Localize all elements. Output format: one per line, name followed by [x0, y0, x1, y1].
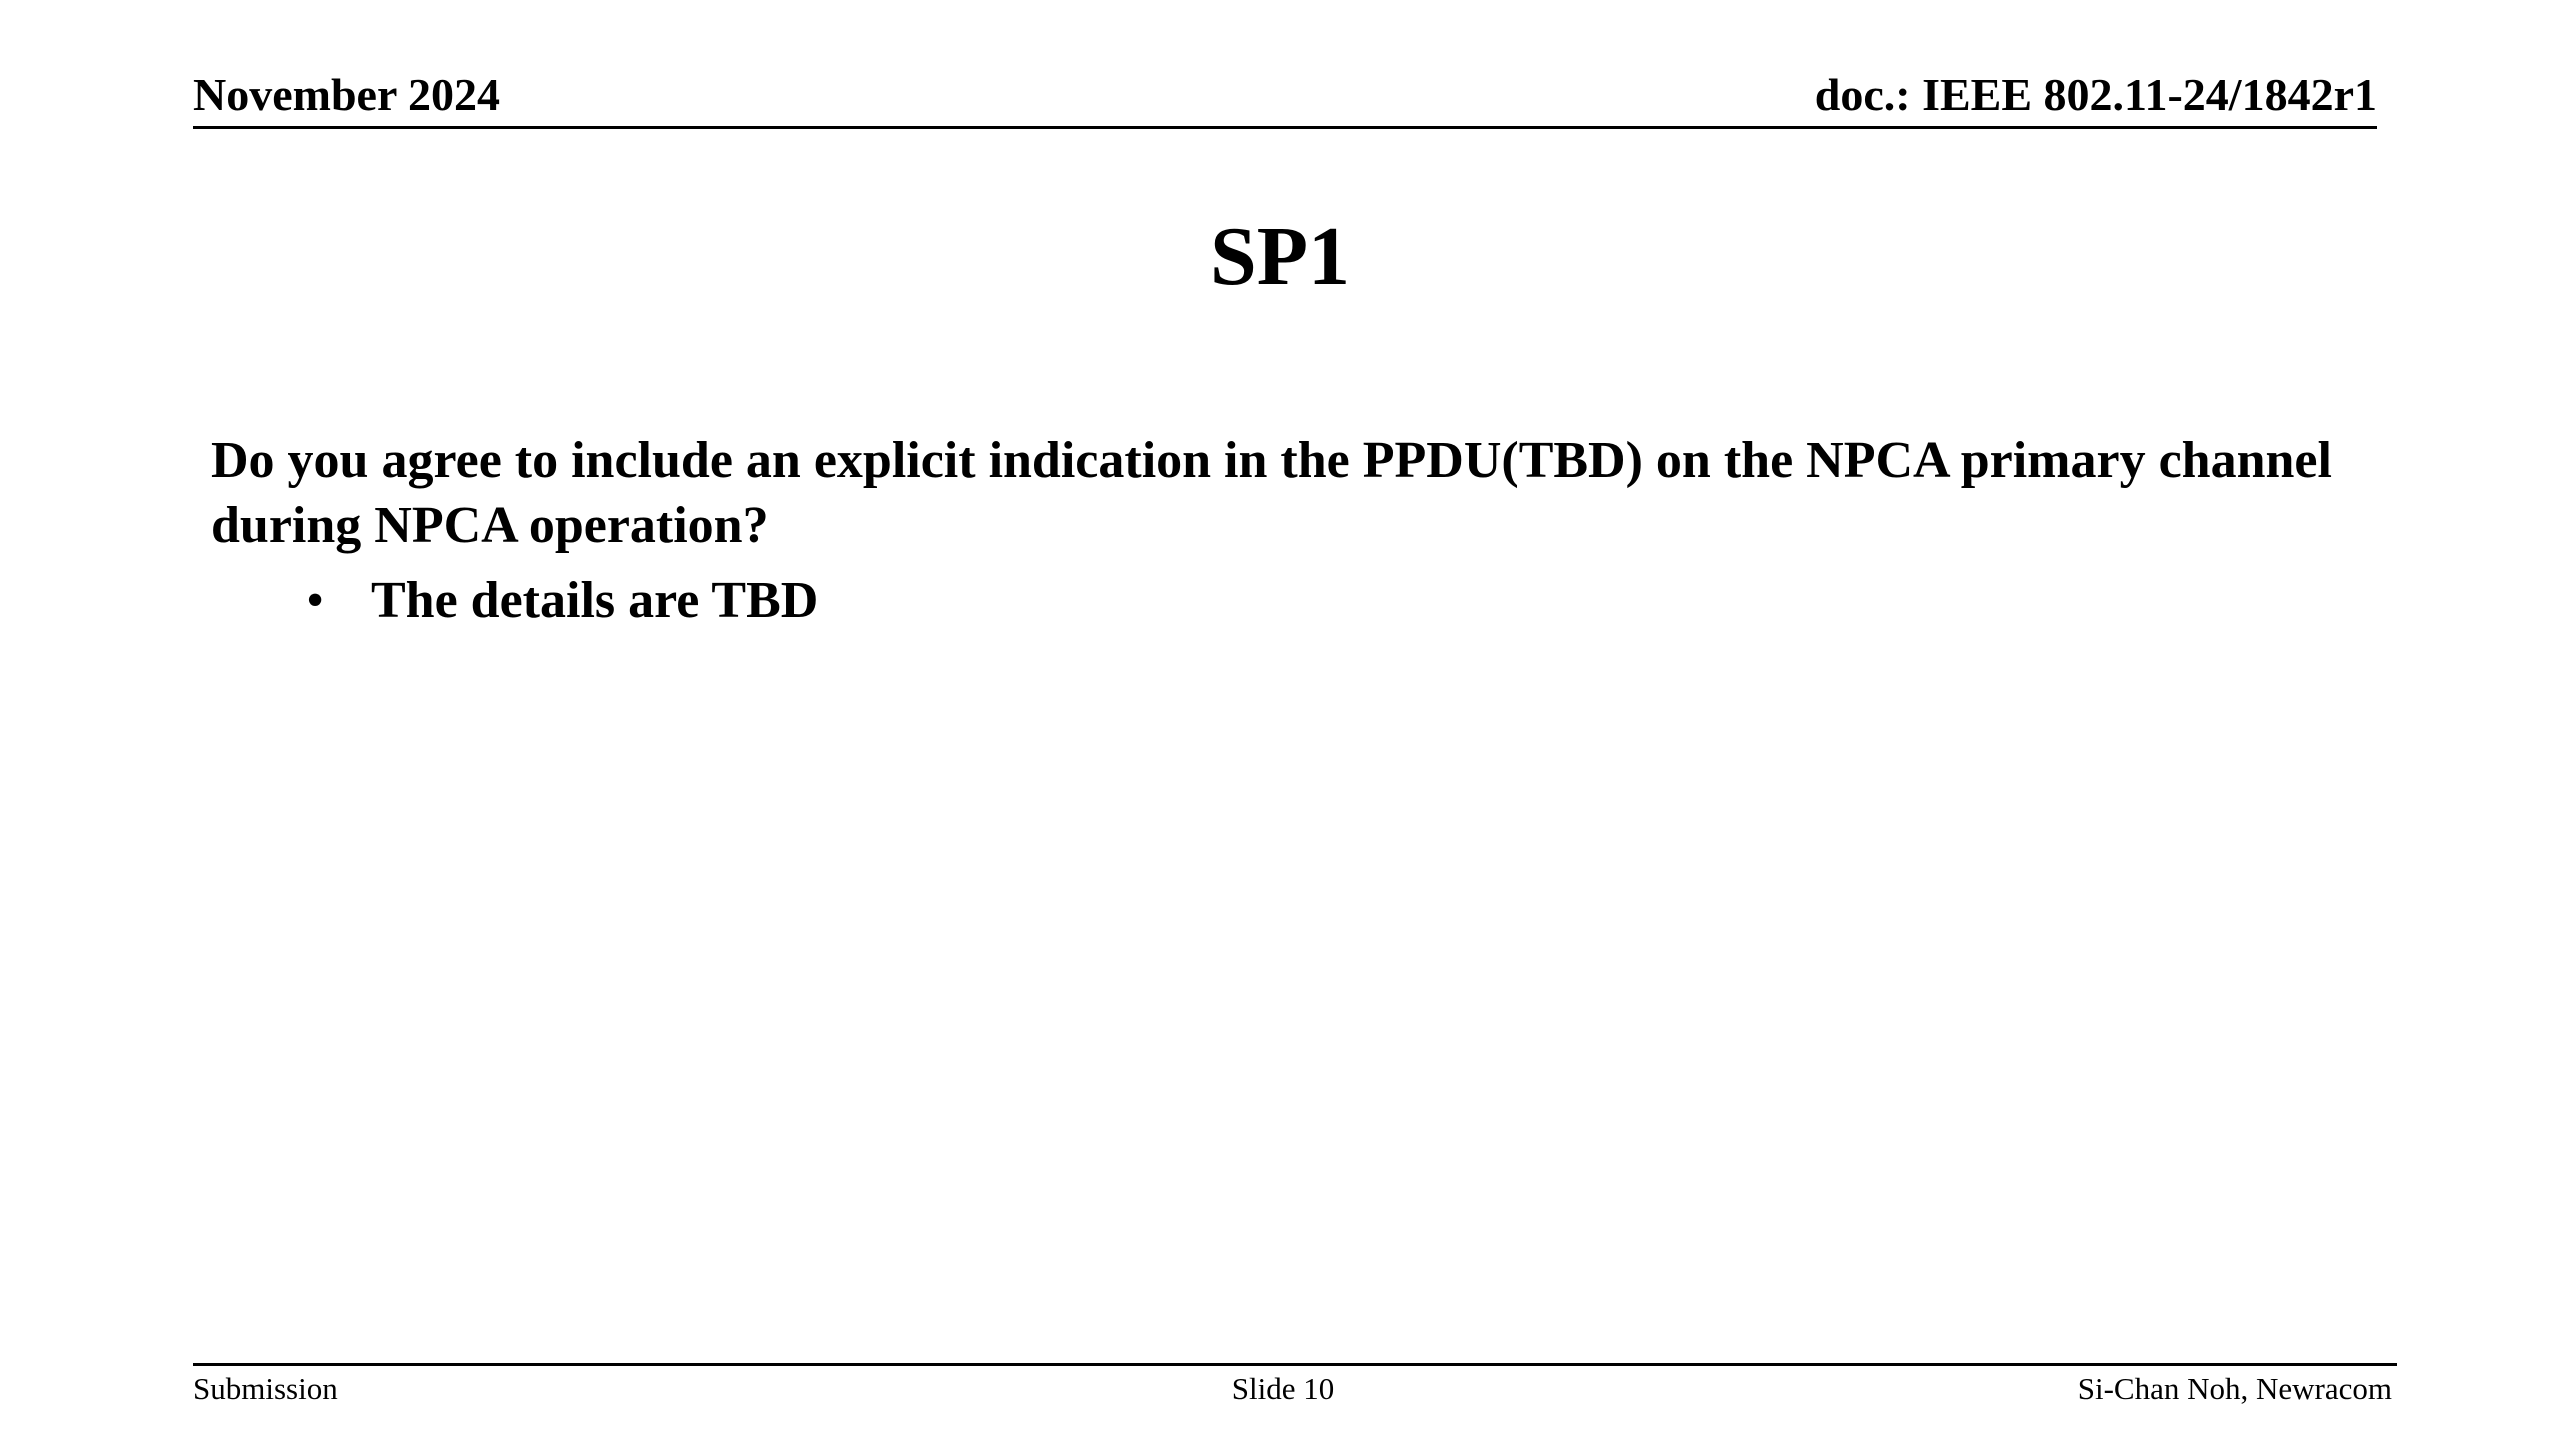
- slide-body: [211, 428, 2411, 633]
- header-date: November 2024: [193, 69, 501, 120]
- bullet-marker: •: [306, 572, 325, 629]
- straw-poll-question: Do you agree to include an explicit indication in the PPDU(TBD) on the NPCA primary channel during NPCA operation?: [211, 432, 2332, 554]
- header-doc-id: doc.: IEEE 802.11-24/1842r1: [1814, 69, 2377, 120]
- bullet-list: [211, 568, 2411, 633]
- bullet-item: [211, 568, 2411, 633]
- bullet-text: The details are TBD: [371, 572, 819, 629]
- footer-divider: [193, 1363, 2397, 1366]
- footer-submission: Submission: [193, 1371, 338, 1406]
- footer-author: Si-Chan Noh, Newracom: [2077, 1371, 2392, 1406]
- footer-slide-number: Slide 10: [1231, 1371, 1335, 1406]
- header-divider: [193, 126, 2377, 129]
- slide-title: SP1: [1209, 210, 1351, 303]
